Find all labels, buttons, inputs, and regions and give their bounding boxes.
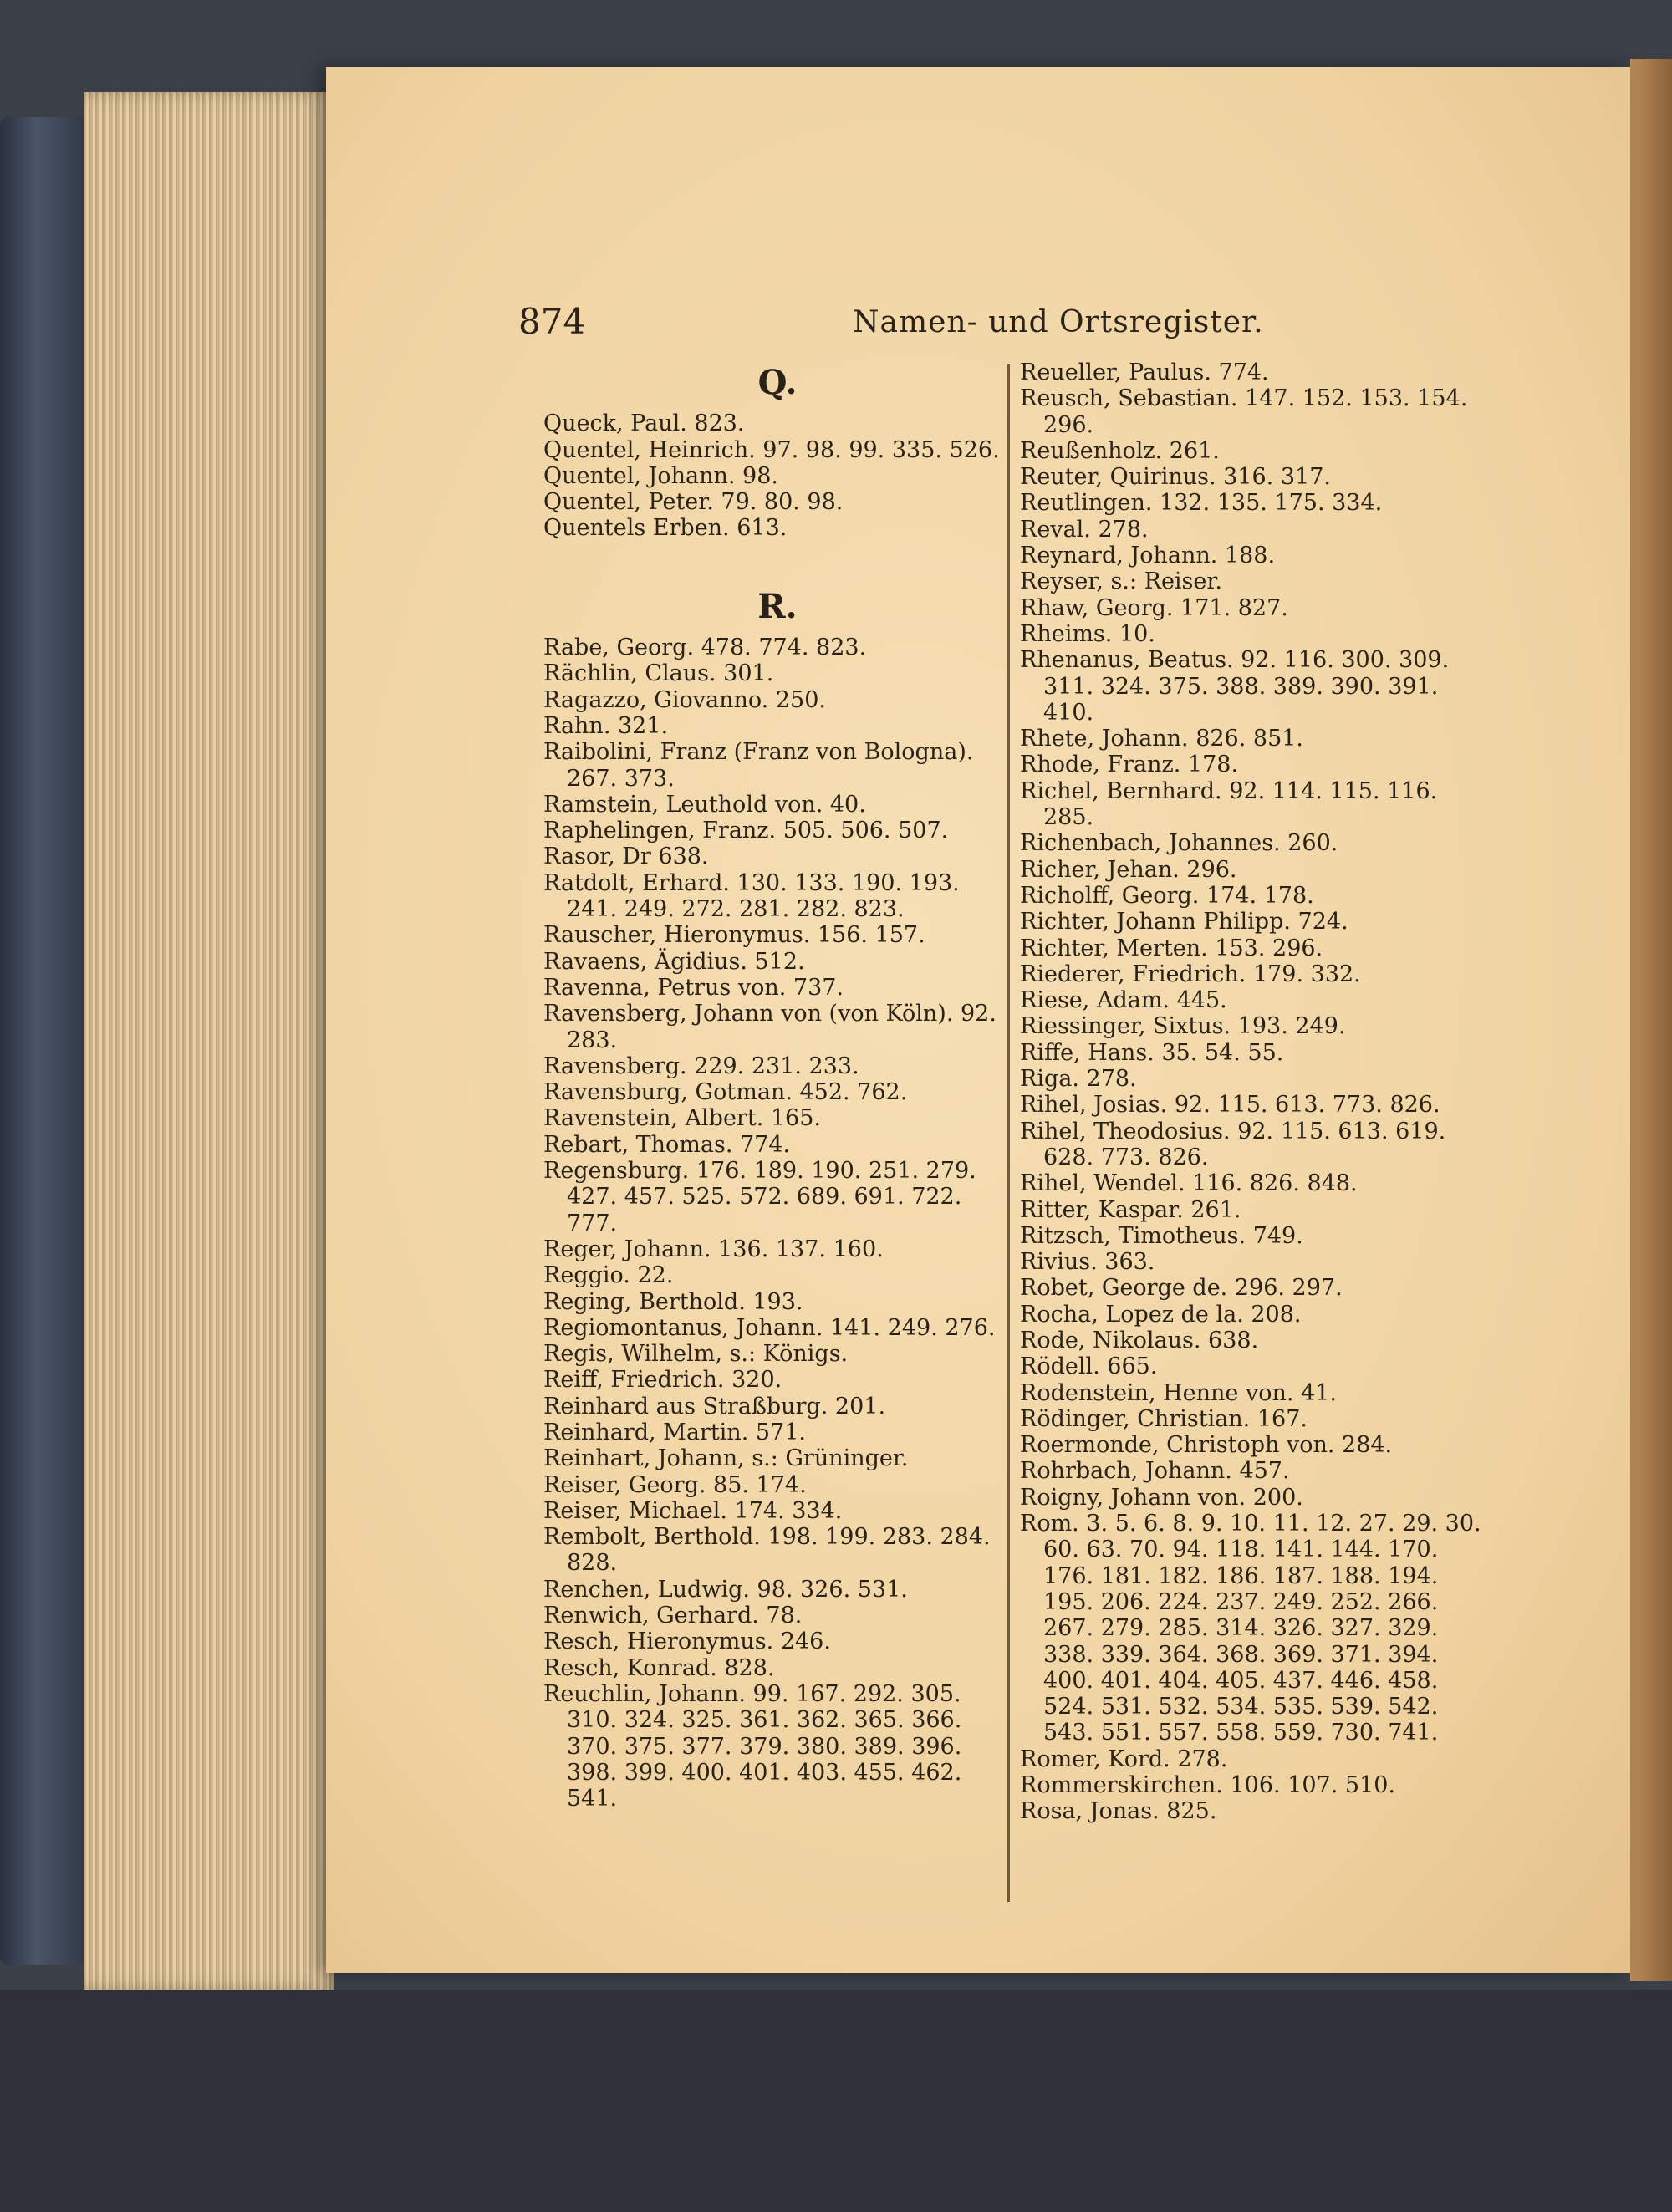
index-entry: Quentel, Johann. 98. — [543, 462, 778, 489]
page-edges — [84, 92, 334, 1990]
left-column — [543, 359, 1012, 1812]
index-entry: Rodenstein, Henne von. 41. — [1020, 1379, 1337, 1406]
index-entry: Reinhard aus Straßburg. 201. — [543, 1393, 886, 1419]
index-entry: Ratdolt, Erhard. 130. 133. 190. 193. 241. 249. 272. 281. 282. 823. — [543, 869, 960, 923]
index-entry: Quentel, Peter. 79. 80. 98. — [543, 489, 844, 516]
index-entry: Roermonde, Christoph von. 284. — [1020, 1432, 1393, 1459]
facing-page-edge — [1630, 59, 1672, 1981]
index-entry: Reinhard, Martin. 571. — [543, 1419, 806, 1445]
index-entry: Richenbach, Johannes. 260. — [1020, 830, 1338, 857]
book-page — [326, 67, 1630, 1973]
index-entry: Ravenna, Petrus von. 737. — [543, 974, 844, 1001]
index-entry: Ravensberg, Johann von (von Köln). 92. 283. — [543, 1001, 997, 1053]
section-gap — [543, 542, 1012, 584]
index-entry: Ragazzo, Giovanno. 250. — [543, 686, 826, 713]
index-entry: Reußenholz. 261. — [1020, 437, 1220, 464]
index-entry: Renwich, Gerhard. 78. — [543, 1603, 803, 1629]
index-entry: Rheims. 10. — [1020, 620, 1155, 647]
index-entry: Queck, Paul. 823. — [543, 410, 745, 437]
index-entry: Richter, Johann Philipp. 724. — [1020, 909, 1348, 935]
index-entry: Regiomontanus, Johann. 141. 249. 276. — [543, 1314, 996, 1341]
index-entry: Riga. 278. — [1020, 1066, 1137, 1093]
index-entry: Resch, Konrad. 828. — [543, 1654, 775, 1681]
index-entry: Rabe, Georg. 478. 774. 823. — [543, 635, 867, 661]
index-entry: Ravenstein, Albert. 165. — [543, 1105, 821, 1132]
index-entry: Rödell. 665. — [1020, 1353, 1158, 1380]
running-title: Namen- und Ortsregister. — [853, 305, 1264, 339]
index-entry: Rhenanus, Beatus. 92. 116. 300. 309. 311. 324. 375. 388. 389. 390. 391. 410. — [1020, 647, 1450, 726]
index-entry: Riffe, Hans. 35. 54. 55. — [1020, 1039, 1284, 1066]
index-entry: Rhode, Franz. 178. — [1020, 752, 1239, 778]
index-entry: Renchen, Ludwig. 98. 326. 531. — [543, 1576, 908, 1603]
index-entry: Reutlingen. 132. 135. 175. 334. — [1020, 490, 1383, 517]
index-entry: Rödinger, Christian. 167. — [1020, 1405, 1308, 1432]
index-entry: Rhaw, Georg. 171. 827. — [1020, 594, 1288, 621]
index-entry: Ravensberg. 229. 231. 233. — [543, 1052, 859, 1079]
index-entry: Richel, Bernhard. 92. 114. 115. 116. 285. — [1020, 777, 1438, 831]
index-entry: Roigny, Johann von. 200. — [1020, 1484, 1303, 1511]
index-entry: Rahn. 321. — [543, 712, 669, 739]
index-entry: Reggio. 22. — [543, 1262, 674, 1289]
index-entry: Ritter, Kaspar. 261. — [1020, 1196, 1241, 1223]
index-entry: Reynard, Johann. 188. — [1020, 543, 1276, 569]
index-entry: Ritzsch, Timotheus. 749. — [1020, 1222, 1303, 1249]
index-entry: Reuter, Quirinus. 316. 317. — [1020, 464, 1331, 491]
index-entry: Rosa, Jonas. 825. — [1020, 1798, 1217, 1825]
index-entry: Quentel, Heinrich. 97. 98. 99. 335. 526. — [543, 436, 1000, 463]
index-entry: Raibolini, Franz (Franz von Bologna). 267. 373. — [543, 739, 974, 792]
index-entry: Rembolt, Berthold. 198. 199. 283. 284. 828. — [543, 1524, 991, 1577]
index-entry: Rihel, Wendel. 116. 826. 848. — [1020, 1170, 1358, 1197]
index-entry: Reueller, Paulus. 774. — [1020, 359, 1269, 385]
index-entry: Rode, Nikolaus. 638. — [1020, 1327, 1259, 1353]
right-column — [1020, 359, 1488, 1825]
index-entry: Quentels Erben. 613. — [543, 515, 788, 542]
index-entry: Rauscher, Hieronymus. 156. 157. — [543, 922, 925, 949]
index-entry: Reiser, Georg. 85. 174. — [543, 1471, 807, 1498]
index-entry: Reiff, Friedrich. 320. — [543, 1367, 782, 1394]
index-entry: Raphelingen, Franz. 505. 506. 507. — [543, 818, 949, 844]
book-spine — [0, 117, 92, 1965]
index-entry: Resch, Hieronymus. 246. — [543, 1628, 831, 1655]
index-entry: Richolff, Georg. 174. 178. — [1020, 882, 1314, 909]
index-entry: Rebart, Thomas. 774. — [543, 1131, 791, 1158]
section-letter: R. — [757, 586, 798, 626]
index-entry: Rasor, Dr 638. — [543, 844, 709, 870]
index-entry: Reiser, Michael. 174. 334. — [543, 1497, 843, 1524]
index-entry: Reuchlin, Johann. 99. 167. 292. 305. 310. 324. 325. 361. 362. 365. 366. 370. 375. 377. 379. 380. 389. 396. 398. 399. 400. 401. 403. 455. 462. 541. — [543, 1680, 962, 1812]
index-entry: Richer, Jehan. 296. — [1020, 856, 1237, 883]
index-entry: Reinhart, Johann, s.: Grüninger. — [543, 1445, 909, 1472]
index-entry: Rhete, Johann. 826. 851. — [1020, 726, 1304, 752]
running-header — [326, 234, 1630, 342]
index-entry: Regis, Wilhelm, s.: Königs. — [543, 1341, 849, 1368]
index-entry: Reging, Berthold. 193. — [543, 1288, 803, 1315]
index-entry: Regensburg. 176. 189. 190. 251. 279. 427. 457. 525. 572. 689. 691. 722. 777. — [543, 1158, 976, 1236]
index-entry: Rihel, Josias. 92. 115. 613. 773. 826. — [1020, 1092, 1440, 1119]
index-entry: Rihel, Theodosius. 92. 115. 613. 619. 628. 773. 826. — [1020, 1118, 1446, 1170]
index-entry: Reval. 278. — [1020, 516, 1149, 543]
index-entry: Romer, Kord. 278. — [1020, 1746, 1228, 1772]
page-number: 874 — [518, 301, 586, 342]
index-entry: Reyser, s.: Reiser. — [1020, 568, 1222, 595]
index-entry: Rommerskirchen. 106. 107. 510. — [1020, 1772, 1395, 1799]
index-entry: Robet, George de. 296. 297. — [1020, 1275, 1343, 1302]
section-letter: Q. — [757, 363, 798, 402]
index-entry: Rocha, Lopez de la. 208. — [1020, 1301, 1302, 1328]
index-entry: Rivius. 363. — [1020, 1249, 1155, 1276]
index-entry: Rom. 3. 5. 6. 8. 9. 10. 11. 12. 27. 29. 30. 60. 63. 70. 94. 118. 141. 144. 170. 176. 181. 182. 186. 187. 188. 194. 195. 206. 224. 237. 249. 252. 266. 267. 279. 285. 314. 326. 327. 329. 338. 339. 364. 368. 369. 371. 394. 400. 401. 404. 405. 437. 446. 458. 524. 531. 532. 534. 535. 539. 542. 543. 551. 557. 558. 559. 730. 741. — [1020, 1511, 1481, 1746]
index-entry: Riese, Adam. 445. — [1020, 987, 1227, 1014]
index-entry: Riederer, Friedrich. 179. 332. — [1020, 961, 1361, 987]
index-entry: Rächlin, Claus. 301. — [543, 660, 774, 687]
index-entry: Rohrbach, Johann. 457. — [1020, 1458, 1290, 1485]
index-entry: Ramstein, Leuthold von. 40. — [543, 791, 866, 818]
index-entry: Riessinger, Sixtus. 193. 249. — [1020, 1013, 1346, 1040]
index-entry: Reusch, Sebastian. 147. 152. 153. 154. 296. — [1020, 385, 1468, 438]
index-entry: Ravensburg, Gotman. 452. 762. — [543, 1079, 908, 1106]
index-entry: Reger, Johann. 136. 137. 160. — [543, 1236, 884, 1262]
index-entry: Richter, Merten. 153. 296. — [1020, 935, 1323, 961]
index-entry: Ravaens, Ägidius. 512. — [543, 948, 805, 975]
background-surface — [0, 1990, 1672, 2212]
